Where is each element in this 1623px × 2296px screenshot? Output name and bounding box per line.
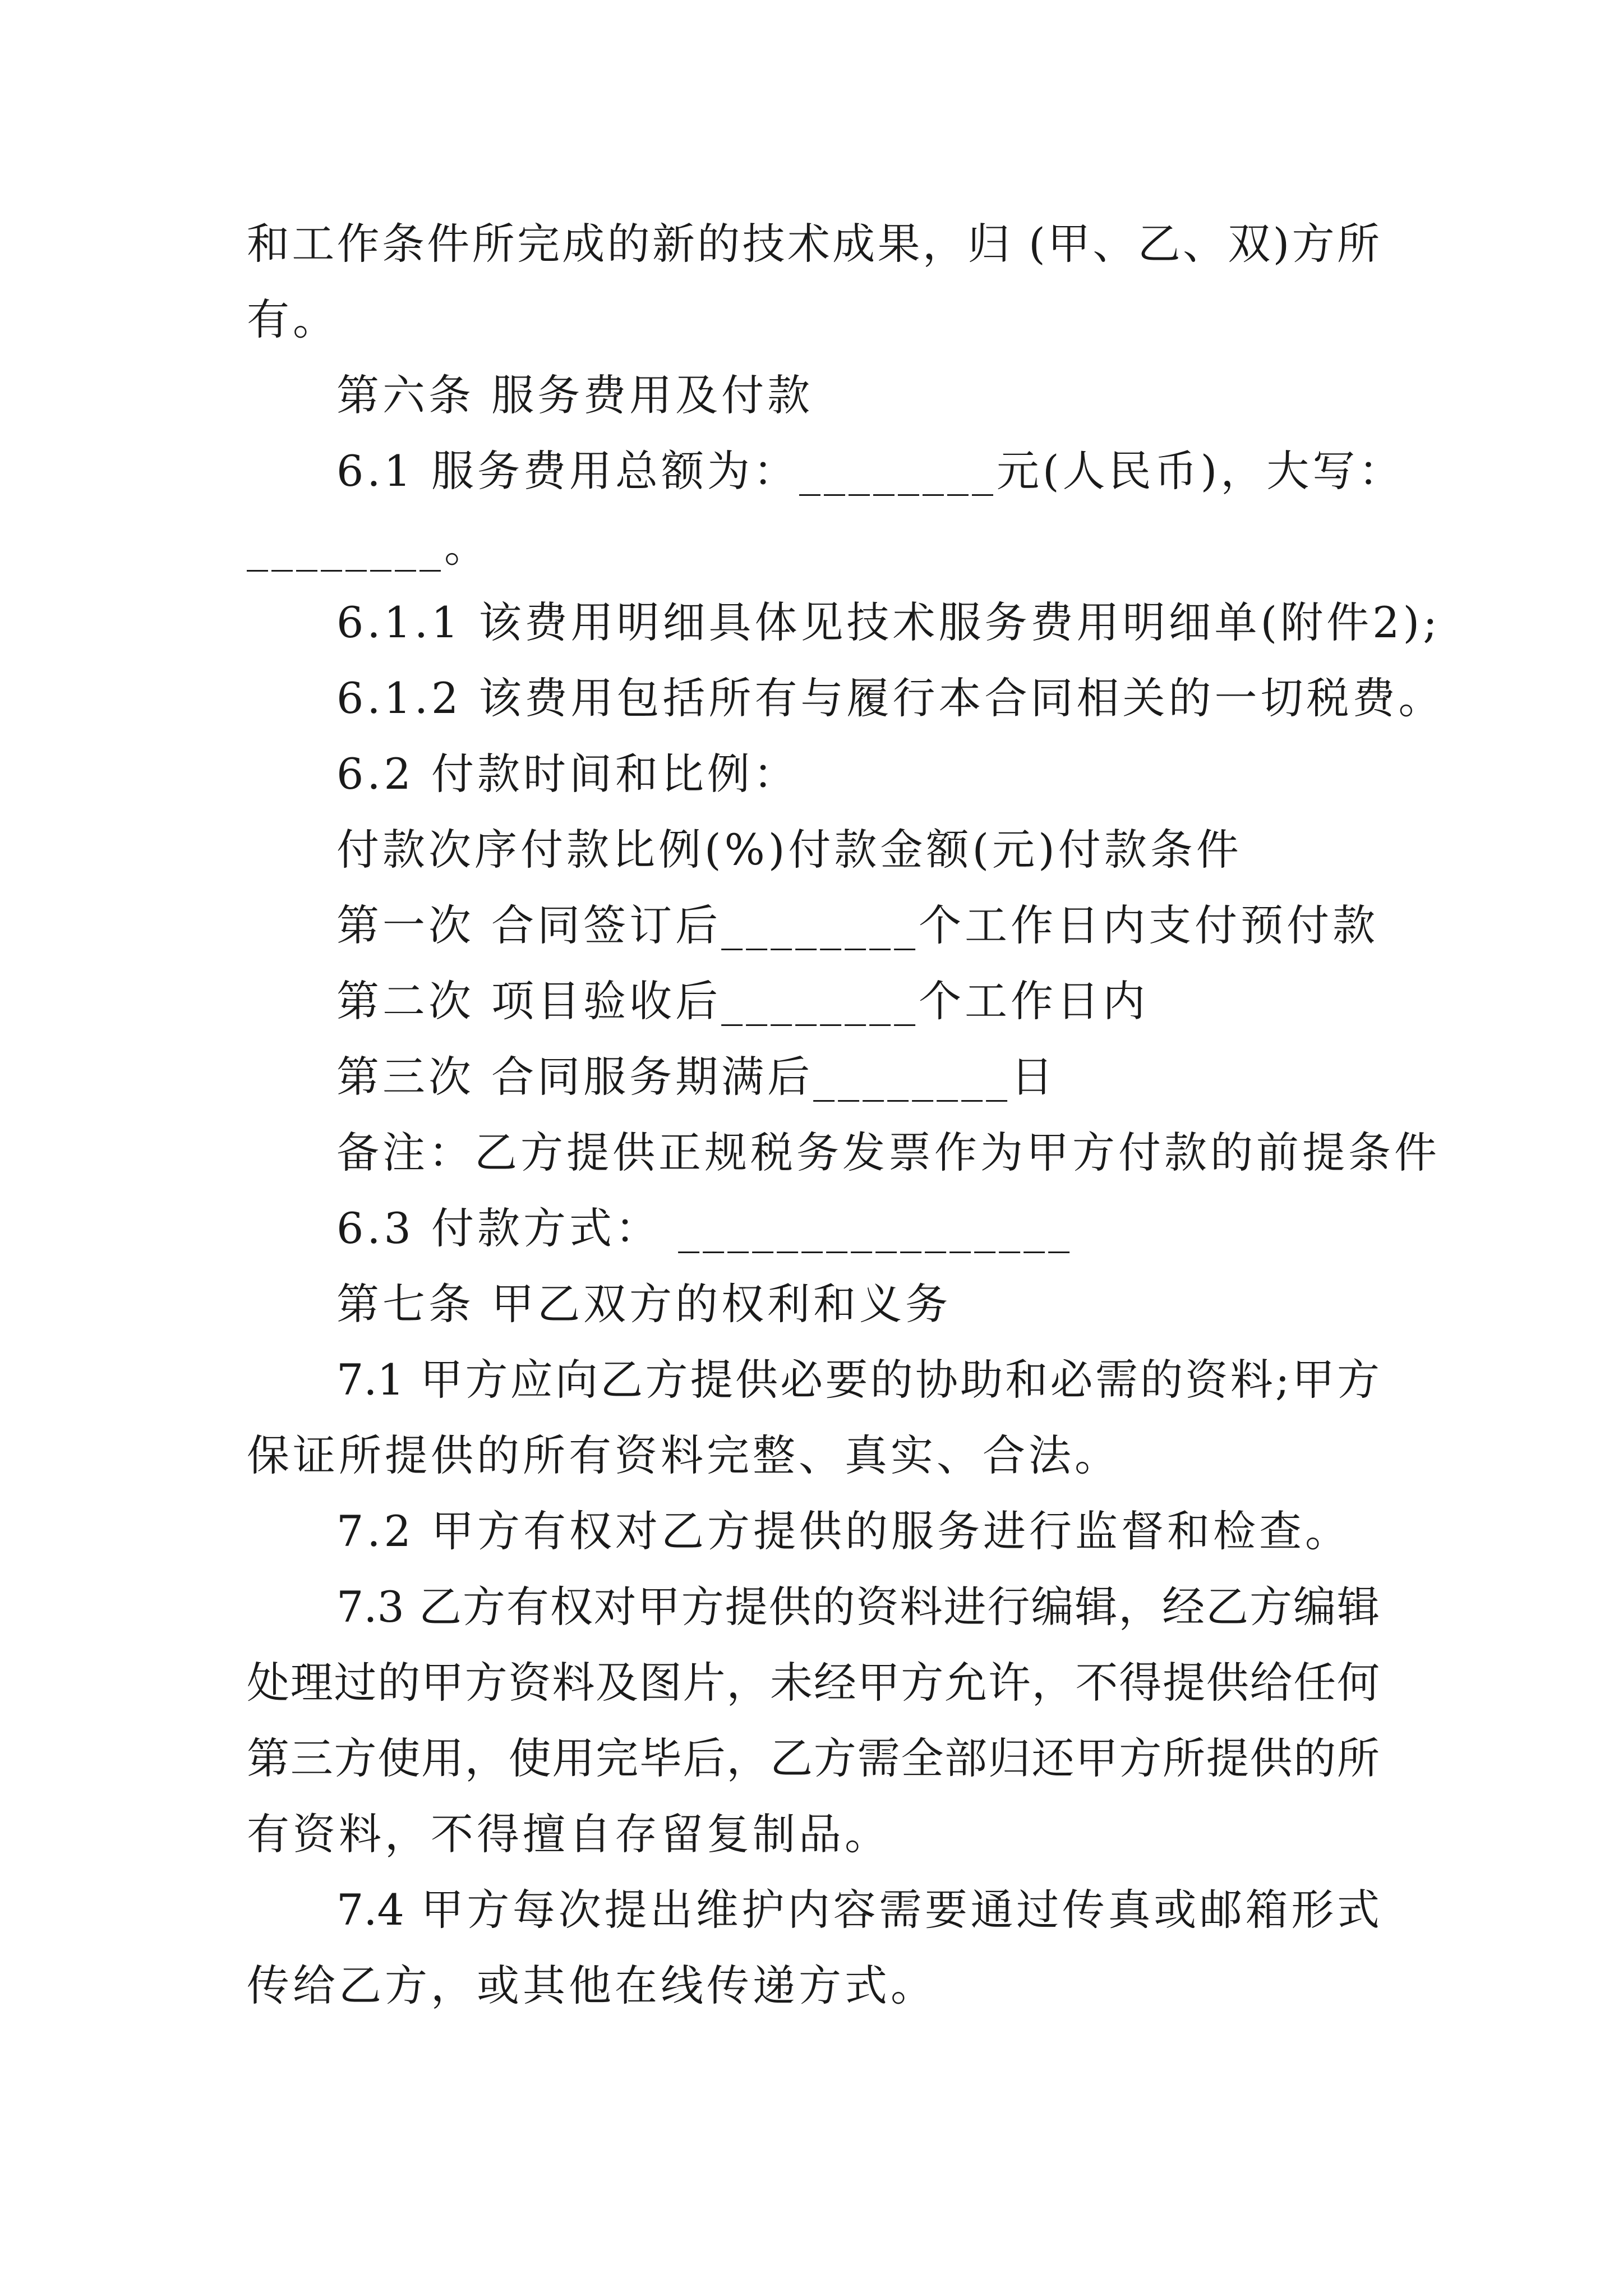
text-line: 第三次 合同服务期满后________日 — [336, 1052, 1057, 1102]
text-line: 第二次 项目验收后________个工作日内 — [336, 976, 1149, 1026]
text-line: 传给乙方，或其他在线传递方式。 — [247, 1961, 937, 2010]
text-line: ________。 — [247, 522, 490, 572]
text-line: 7.2 甲方有权对乙方提供的服务进行监督和检查。 — [336, 1506, 1352, 1556]
text-line: 处理过的甲方资料及图片，未经甲方允许，不得提供给任何 — [247, 1658, 1380, 1708]
text-line: 保证所提供的所有资料完整、真实、合法。 — [247, 1430, 1121, 1480]
text-line: 有。 — [247, 295, 339, 344]
text-line: 7.4 甲方每次提出维护内容需要通过传真或邮箱形式 — [336, 1885, 1380, 1935]
text-line: 和工作条件所完成的新的技术成果，归 (甲、乙、双)方所 — [247, 219, 1380, 269]
text-line: 6.3 付款方式： ________________ — [336, 1203, 1073, 1253]
text-line: 6.2 付款时间和比例： — [336, 749, 800, 799]
section-heading: 第六条 服务费用及付款 — [336, 370, 814, 420]
text-line: 7.3 乙方有权对甲方提供的资料进行编辑，经乙方编辑 — [336, 1582, 1380, 1632]
text-line: 6.1.2 该费用包括所有与履行本合同相关的一切税费。 — [336, 673, 1445, 723]
text-line: 有资料，不得擅自存留复制品。 — [247, 1809, 891, 1859]
text-line: 7.1 甲方应向乙方提供必要的协助和必需的资料;甲方 — [336, 1355, 1380, 1405]
text-line: 6.1 服务费用总额为：________元(人民币)，大写： — [336, 446, 1405, 496]
text-line: 付款次序付款比例(%)付款金额(元)付款条件 — [336, 825, 1242, 875]
text-line: 第三方使用，使用完毕后，乙方需全部归还甲方所提供的所 — [247, 1733, 1380, 1783]
text-line: 第一次 合同签订后________个工作日内支付预付款 — [336, 900, 1379, 950]
text-line: 6.1.1 该费用明细具体见技术服务费用明细单(附件2); — [336, 597, 1441, 647]
text-line: 备注：乙方提供正规税务发票作为甲方付款的前提条件 — [336, 1128, 1440, 1177]
section-heading: 第七条 甲乙双方的权利和义务 — [336, 1279, 952, 1329]
